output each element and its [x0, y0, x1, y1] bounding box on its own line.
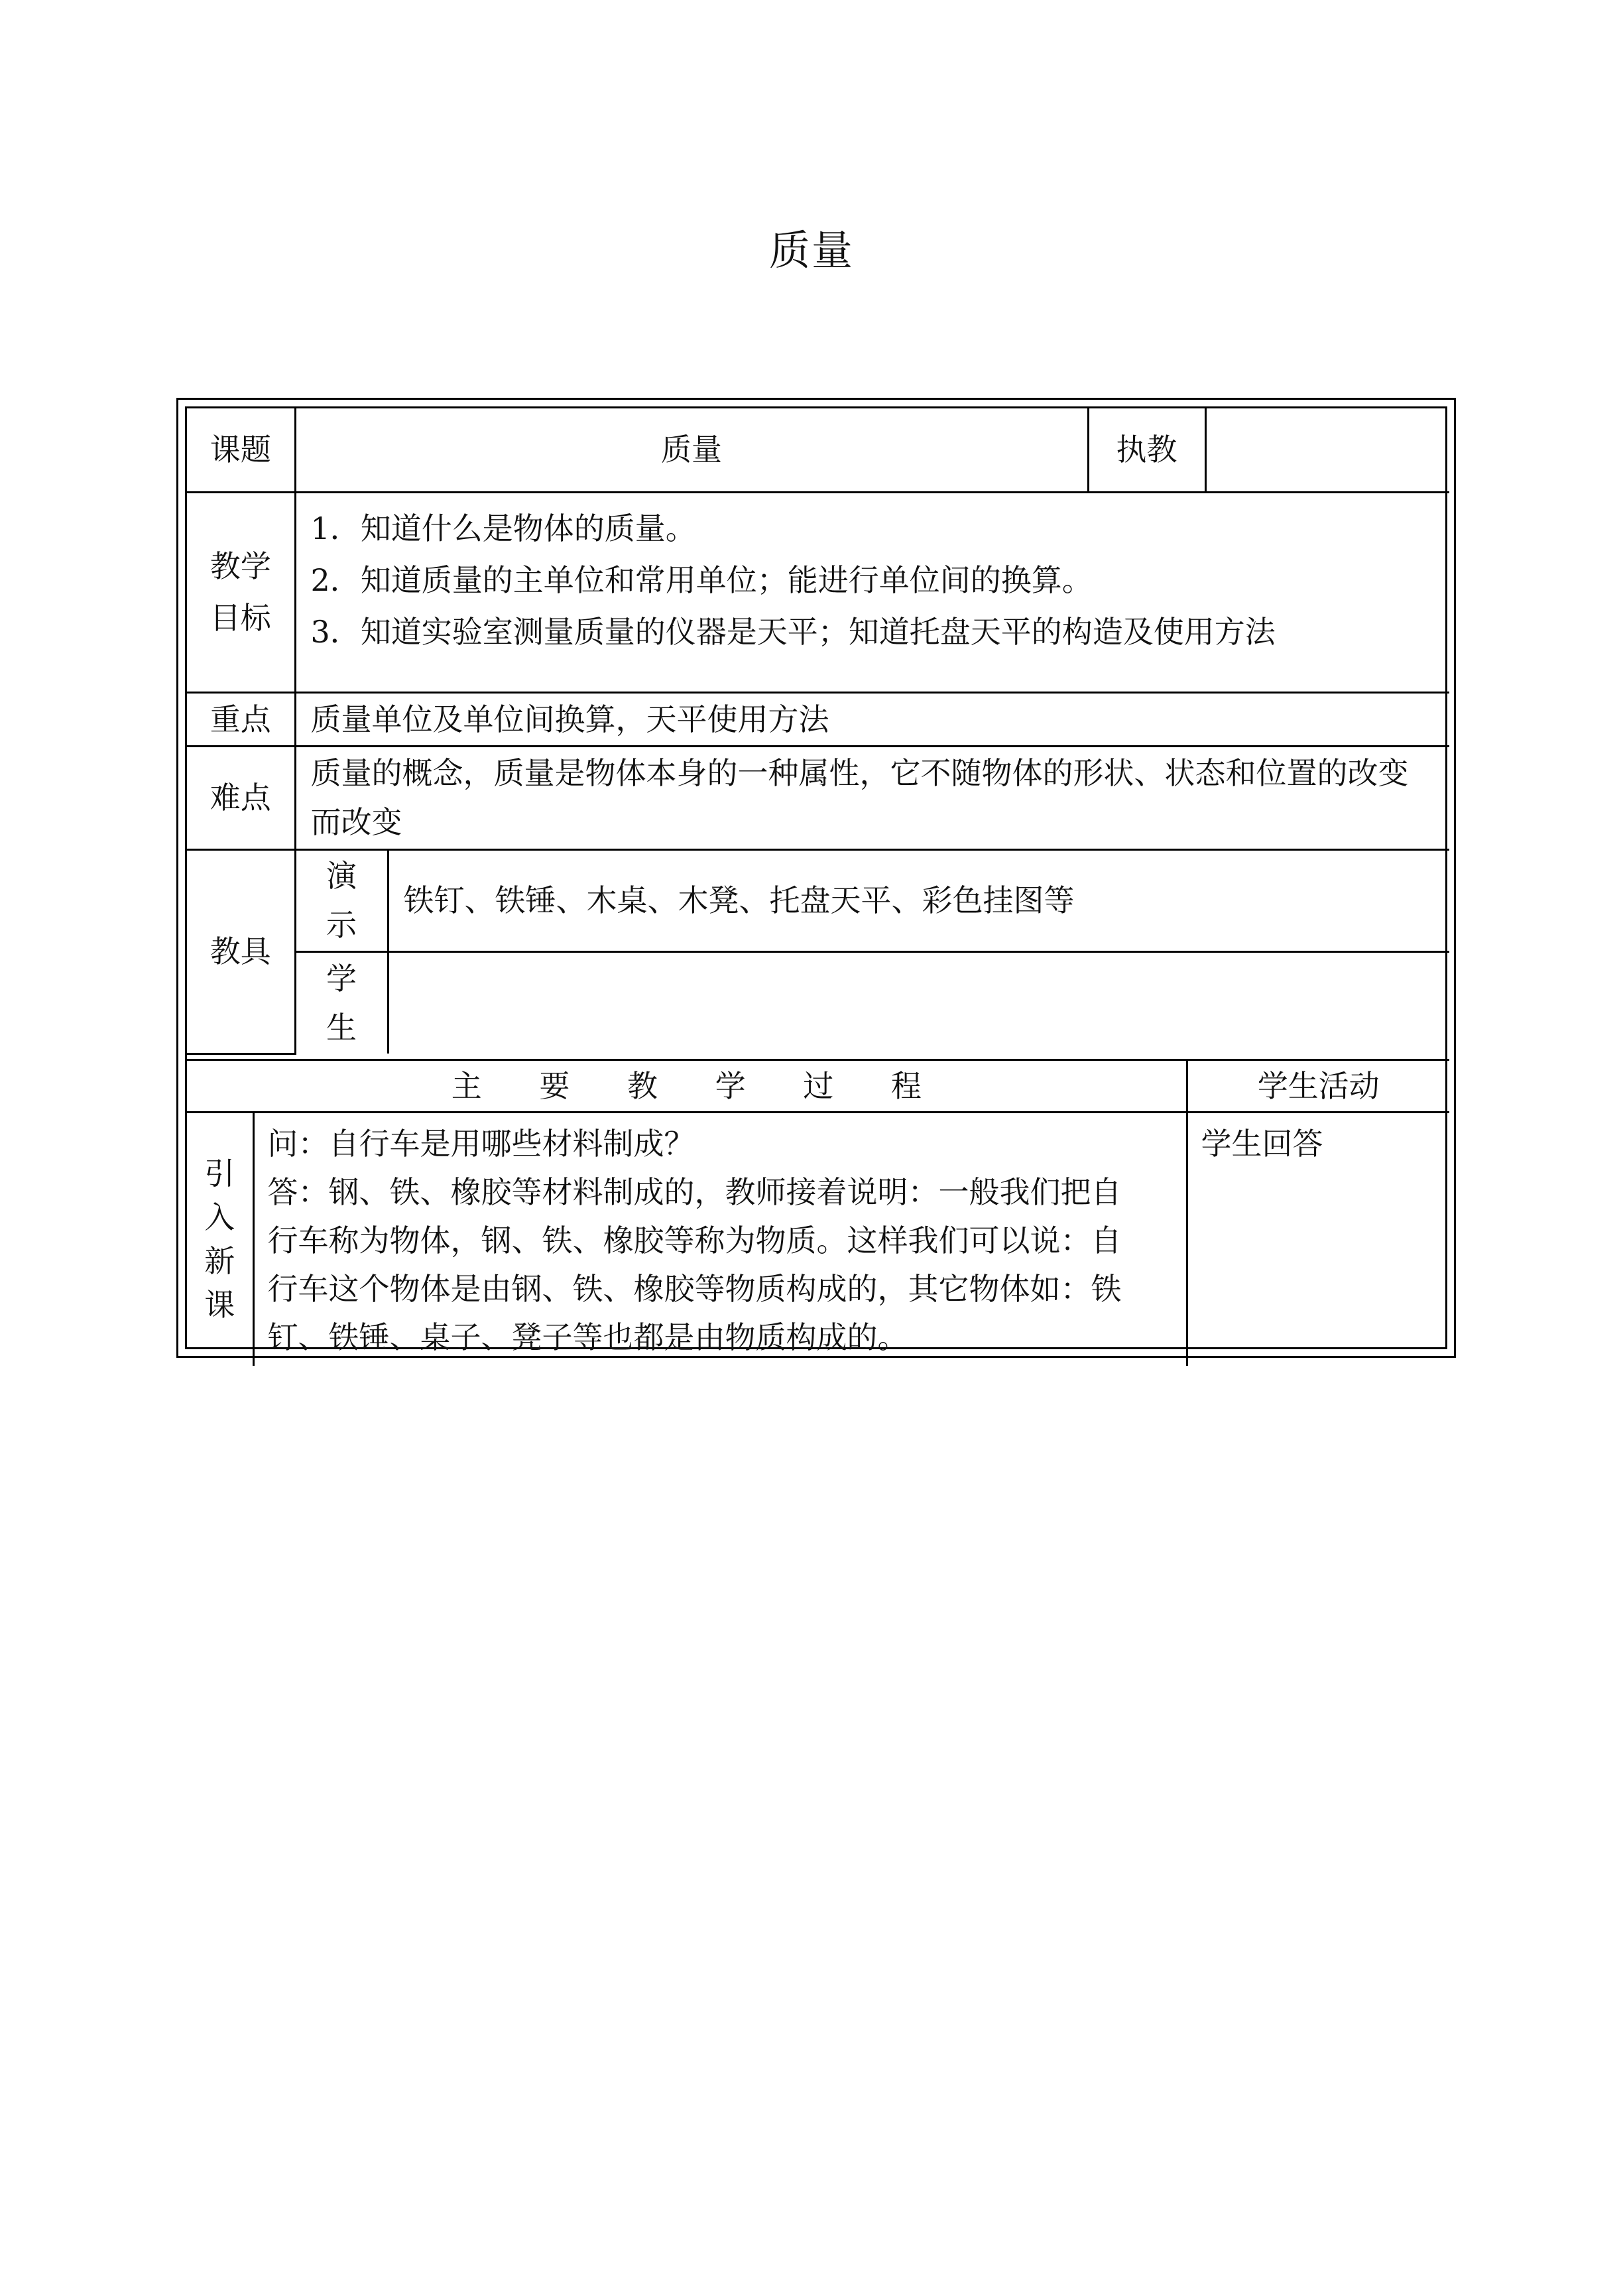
goal-item: 2．知道质量的主单位和常用单位；能进行单位间的换算。	[310, 562, 1093, 598]
intro-label-char: 课	[204, 1287, 235, 1323]
process-header	[187, 1059, 1187, 1112]
key-points-row	[187, 692, 1449, 746]
topic-row	[187, 408, 1449, 492]
demo-label	[295, 849, 388, 951]
info-table	[187, 408, 1449, 1055]
process-header-char: 教	[627, 1067, 658, 1104]
process-header-char: 要	[539, 1067, 570, 1104]
student-label-char: 生	[326, 1009, 357, 1046]
difficulties-row	[187, 746, 1449, 849]
intro-label-char: 新	[204, 1243, 235, 1279]
goals-label-line1: 教学	[210, 548, 271, 584]
process-header-char: 主	[451, 1067, 482, 1104]
student-text	[388, 951, 1449, 1054]
intro-content	[253, 1112, 1187, 1366]
goal-item: 1．知道什么是物体的质量。	[310, 510, 696, 546]
goals-content	[295, 492, 1449, 692]
process-table	[187, 1059, 1449, 1366]
intro-line: 问：自行车是用哪些材料制成？	[267, 1125, 695, 1162]
process-header-row	[187, 1059, 1449, 1112]
intro-activity: 学生回答	[1187, 1112, 1449, 1366]
demo-label-char: 演	[326, 858, 357, 894]
activity-header: 学生活动	[1187, 1059, 1449, 1112]
table-inner-border	[185, 406, 1447, 1355]
key-points-text: 质量单位及单位间换算，天平使用方法	[295, 692, 1449, 746]
intro-line: 答：钢、铁、橡胶等材料制成的，教师接着说明：一般我们把自	[267, 1174, 1122, 1210]
lesson-plan-table	[176, 398, 1456, 1358]
intro-line: 行车这个物体是由钢、铁、橡胶等物质构成的，其它物体如：铁	[267, 1270, 1122, 1307]
intro-section-label	[187, 1112, 253, 1366]
tools-label: 教具	[187, 849, 295, 1054]
tools-student-row	[187, 951, 1449, 1054]
difficulties-label: 难点	[187, 746, 295, 849]
tools-demo-row	[187, 849, 1449, 951]
goals-label	[187, 492, 295, 692]
demo-text: 铁钉、铁锤、木桌、木凳、托盘天平、彩色挂图等	[388, 849, 1449, 951]
difficulties-text: 质量的概念，质量是物体本身的一种属性，它不随物体的形状、状态和位置的改变而改变	[295, 746, 1449, 849]
intro-row	[187, 1112, 1449, 1366]
teacher-value	[1205, 408, 1449, 492]
page-title: 质量	[768, 226, 854, 274]
process-header-char: 过	[803, 1067, 834, 1104]
process-header-char: 学	[715, 1067, 746, 1104]
goals-row	[187, 492, 1449, 692]
process-header-char: 程	[890, 1067, 922, 1104]
key-points-label: 重点	[187, 692, 295, 746]
student-label-char: 学	[326, 960, 357, 997]
intro-label-char: 入	[204, 1199, 235, 1235]
demo-label-char: 示	[326, 907, 357, 943]
intro-line: 行车称为物体，钢、铁、橡胶等称为物质。这样我们可以说：自	[267, 1222, 1122, 1258]
intro-label-char: 引	[204, 1156, 235, 1191]
teacher-label: 执教	[1088, 408, 1205, 492]
topic-value: 质量	[295, 408, 1088, 492]
goals-label-line2: 目标	[210, 600, 271, 636]
topic-label: 课题	[187, 408, 295, 492]
student-label	[295, 951, 388, 1054]
goal-item: 3．知道实验室测量质量的仪器是天平；知道托盘天平的构造及使用方法	[310, 613, 1276, 650]
intro-line: 钉、铁锤、桌子、凳子等也都是由物质构成的。	[267, 1319, 908, 1355]
